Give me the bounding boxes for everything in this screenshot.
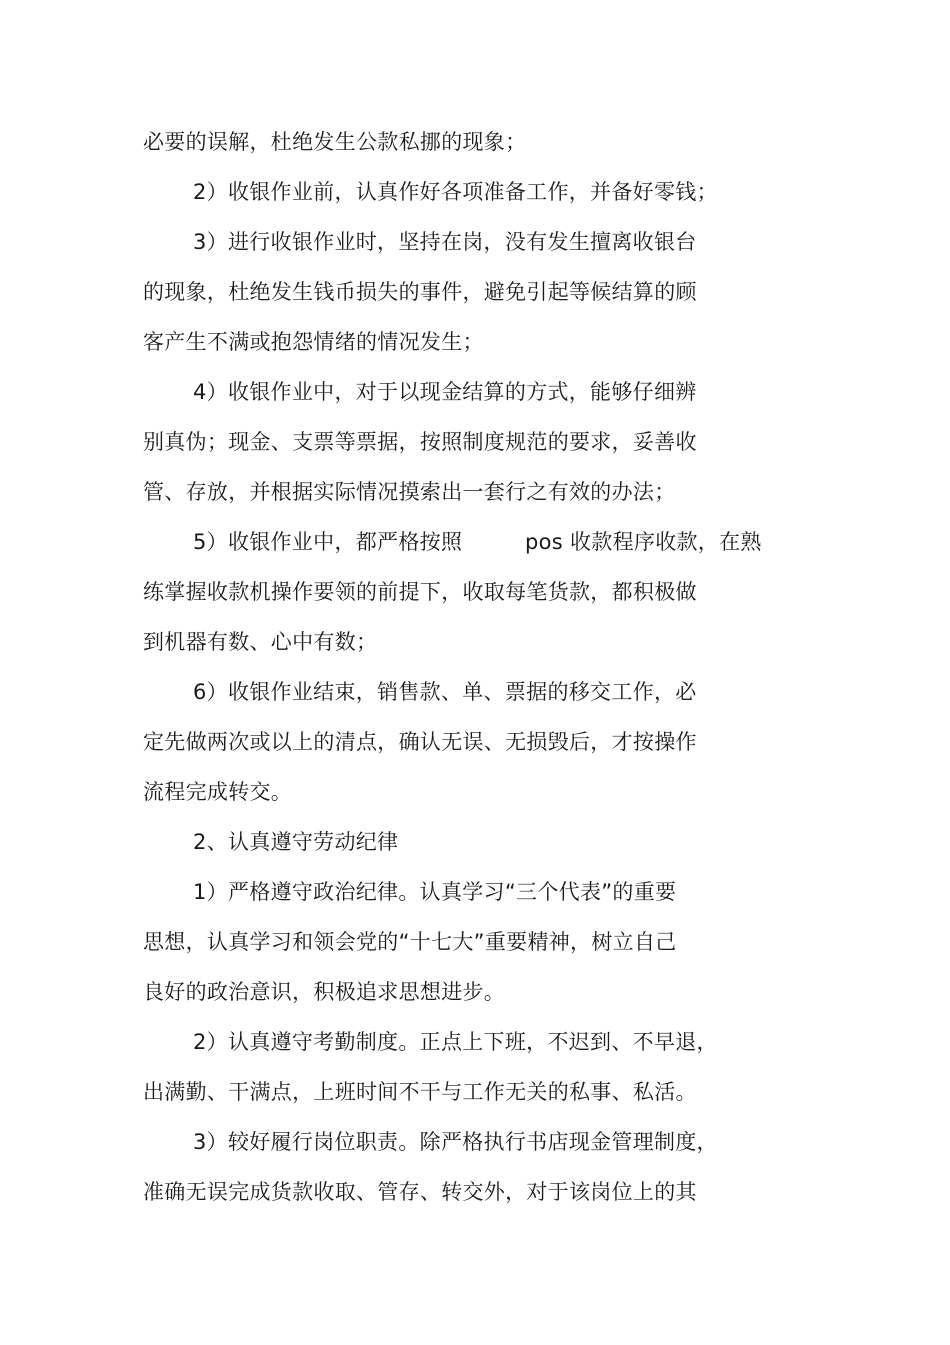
text-line: 3）较好履行岗位职责。除严格执行书店现金管理制度， (193, 1130, 718, 1154)
text-line: 4）收银作业中，对于以现金结算的方式，能够仔细辨 (193, 380, 697, 404)
text-line: 2）收银作业前，认真作好各项准备工作，并备好零钱； (193, 180, 718, 204)
text-line: 流程完成转交。 (143, 780, 293, 804)
text-line: 客产生不满或抱怨情绪的情况发生； (143, 330, 484, 354)
text-line: 3）进行收银作业时，坚持在岗，没有发生擅离收银台 (193, 230, 697, 254)
text-line: 思想，认真学习和领会党的“十七大”重要精神，树立自己 (143, 930, 677, 954)
text-line: 别真伪；现金、支票等票据，按照制度规范的要求，妥善收 (143, 430, 697, 454)
section-heading: 2、认真遵守劳动纪律 (193, 830, 399, 854)
text-line: 5）收银作业中，都严格按照 (193, 530, 463, 554)
text-line: 良好的政治意识，积极追求思想进步。 (143, 980, 506, 1004)
text-line: 2）认真遵守考勤制度。正点上下班，不迟到、不早退， (193, 1030, 718, 1054)
text-line: 练掌握收款机操作要领的前提下，收取每笔货款，都积极做 (143, 580, 697, 604)
text-line: 出满勤、干满点，上班时间不干与工作无关的私事、私活。 (143, 1080, 697, 1104)
text-line: 必要的误解，杜绝发生公款私挪的现象； (143, 130, 527, 154)
text-line: 到机器有数、心中有数； (143, 630, 378, 654)
text-line: 6）收银作业结束，销售款、单、票据的移交工作，必 (193, 680, 697, 704)
text-line: 管、存放，并根据实际情况摸索出一套行之有效的办法； (143, 480, 676, 504)
text-line: 的现象，杜绝发生钱币损失的事件，避免引起等候结算的顾 (143, 280, 697, 304)
text-line: pos 收款程序收款，在熟 (525, 530, 762, 554)
text-line: 1）严格遵守政治纪律。认真学习“三个代表”的重要 (193, 880, 677, 904)
text-line: 定先做两次或以上的清点，确认无误、无损毁后，才按操作 (143, 730, 697, 754)
text-line: 准确无误完成货款收取、管存、转交外，对于该岗位上的其 (143, 1180, 697, 1204)
